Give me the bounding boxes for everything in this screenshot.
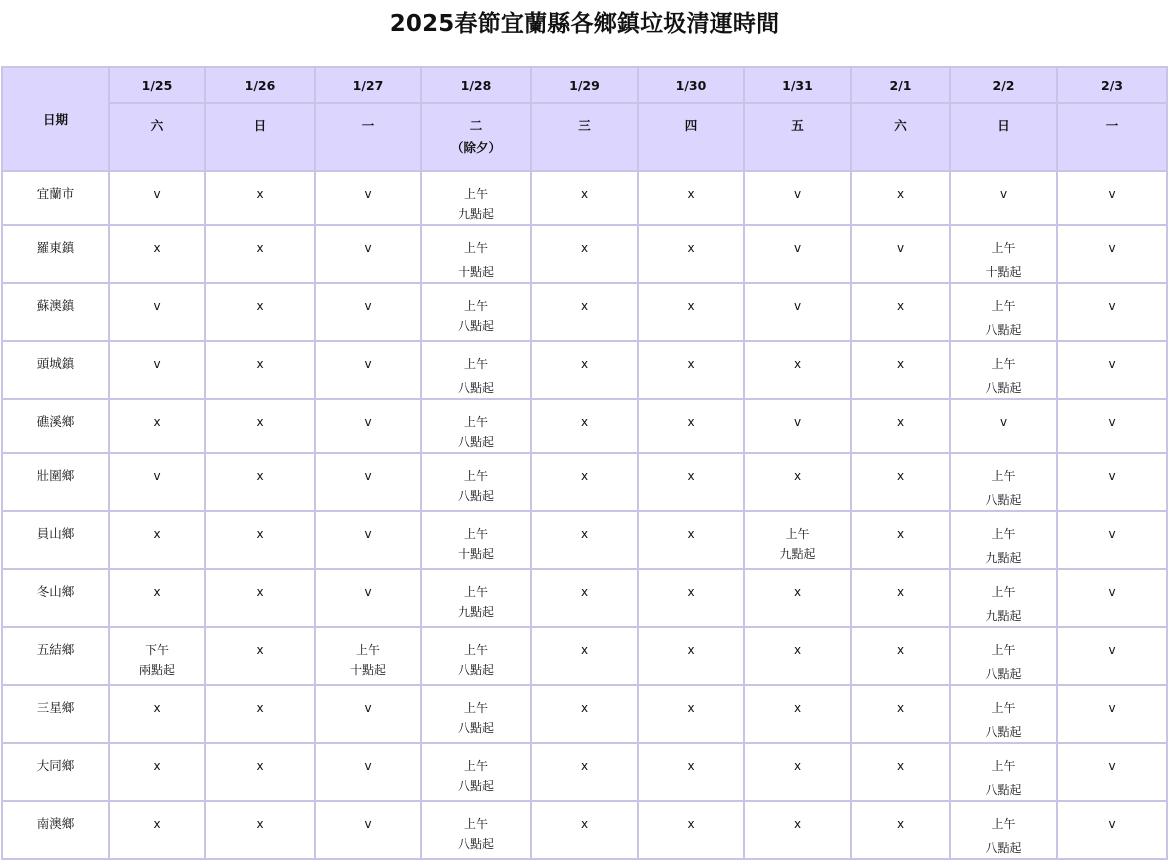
schedule-cell — [421, 801, 531, 859]
schedule-cell: x — [851, 801, 950, 859]
schedule-cell: v — [315, 453, 421, 511]
cell-start-time: 八點起 — [985, 381, 1022, 395]
schedule-cell: v — [950, 399, 1057, 453]
town-name: 員山鄉 — [2, 511, 109, 569]
holiday-note: （除夕） — [450, 140, 501, 155]
schedule-cell: v — [1057, 569, 1167, 627]
weekday-label: 四 — [684, 118, 698, 133]
table-row — [2, 283, 1167, 341]
cell-period: 下午 — [144, 643, 169, 657]
schedule-table — [1, 66, 1168, 860]
schedule-cell: v — [109, 341, 205, 399]
schedule-cell: v — [315, 225, 421, 283]
header-day-row — [2, 103, 1167, 171]
table-row — [2, 511, 1167, 569]
schedule-cell: x — [851, 627, 950, 685]
weekday-label: 五 — [791, 118, 804, 133]
cell-start-time: 八點起 — [457, 721, 494, 735]
cell-period: 上午 — [991, 643, 1016, 657]
schedule-cell: v — [1057, 171, 1167, 225]
header-date: 2/2 — [950, 67, 1057, 103]
table-row — [2, 225, 1167, 283]
schedule-cell: v — [109, 283, 205, 341]
schedule-cell: x — [109, 743, 205, 801]
header-weekday — [950, 103, 1057, 171]
schedule-cell: v — [315, 399, 421, 453]
schedule-cell: v — [1057, 453, 1167, 511]
cell-period: 上午 — [463, 701, 488, 715]
schedule-cell — [315, 627, 421, 685]
cell-period: 上午 — [463, 187, 488, 201]
schedule-cell: x — [205, 171, 315, 225]
schedule-cell: x — [531, 801, 638, 859]
schedule-cell — [950, 627, 1057, 685]
schedule-cell: v — [1057, 341, 1167, 399]
schedule-cell: x — [638, 399, 744, 453]
weekday-label: 二 — [469, 118, 483, 133]
schedule-cell — [109, 627, 205, 685]
schedule-cell — [421, 627, 531, 685]
header-date: 1/27 — [315, 67, 421, 103]
schedule-cell: x — [109, 399, 205, 453]
cell-period: 上午 — [463, 415, 488, 429]
schedule-cell: v — [1057, 283, 1167, 341]
weekday-label: 一 — [1105, 118, 1119, 133]
weekday-label: 日 — [253, 118, 267, 133]
schedule-cell: x — [531, 225, 638, 283]
cell-start-time: 九點起 — [457, 207, 494, 221]
schedule-cell: x — [638, 743, 744, 801]
header-date: 1/29 — [531, 67, 638, 103]
cell-start-time: 十點起 — [985, 265, 1022, 279]
cell-period: 上午 — [991, 241, 1016, 255]
header-date: 1/30 — [638, 67, 744, 103]
cell-period: 上午 — [463, 585, 488, 599]
header-weekday — [1057, 103, 1167, 171]
cell-period: 上午 — [463, 643, 488, 657]
header-weekday — [109, 103, 205, 171]
schedule-cell: x — [851, 283, 950, 341]
cell-period: 上午 — [785, 527, 810, 541]
cell-period: 上午 — [463, 357, 488, 371]
schedule-cell — [950, 283, 1057, 341]
schedule-cell — [421, 283, 531, 341]
schedule-cell: v — [1057, 685, 1167, 743]
schedule-cell: v — [1057, 801, 1167, 859]
schedule-cell — [421, 685, 531, 743]
schedule-cell — [950, 225, 1057, 283]
schedule-cell: x — [638, 341, 744, 399]
town-name: 羅東鎮 — [2, 225, 109, 283]
cell-period: 上午 — [463, 299, 488, 313]
cell-period: 上午 — [463, 241, 488, 255]
schedule-cell: x — [109, 225, 205, 283]
cell-start-time: 八點起 — [457, 381, 494, 395]
schedule-cell: x — [531, 511, 638, 569]
cell-period: 上午 — [991, 469, 1016, 483]
town-name: 冬山鄉 — [2, 569, 109, 627]
date-label-header: 日期 — [2, 67, 109, 171]
cell-period: 上午 — [463, 759, 488, 773]
town-name: 大同鄉 — [2, 743, 109, 801]
table-row — [2, 743, 1167, 801]
table-row — [2, 453, 1167, 511]
weekday-label: 一 — [361, 118, 375, 133]
schedule-cell — [421, 743, 531, 801]
schedule-cell: x — [744, 801, 851, 859]
cell-start-time: 八點起 — [985, 841, 1022, 855]
schedule-cell: x — [851, 685, 950, 743]
schedule-cell: x — [205, 511, 315, 569]
schedule-cell: x — [531, 399, 638, 453]
schedule-cell: x — [638, 627, 744, 685]
schedule-cell: x — [531, 171, 638, 225]
schedule-cell — [421, 171, 531, 225]
schedule-cell: v — [851, 225, 950, 283]
header-weekday — [531, 103, 638, 171]
cell-period: 上午 — [991, 527, 1016, 541]
header-date: 1/26 — [205, 67, 315, 103]
weekday-label: 六 — [894, 118, 907, 133]
header-weekday — [851, 103, 950, 171]
schedule-cell — [744, 511, 851, 569]
schedule-cell: v — [744, 283, 851, 341]
schedule-cell: v — [109, 453, 205, 511]
schedule-cell: x — [638, 685, 744, 743]
schedule-cell — [421, 511, 531, 569]
schedule-cell: x — [638, 569, 744, 627]
header-date: 1/28 — [421, 67, 531, 103]
cell-period: 上午 — [991, 759, 1016, 773]
table-row — [2, 171, 1167, 225]
schedule-cell: v — [109, 171, 205, 225]
cell-period: 上午 — [463, 527, 488, 541]
schedule-cell: x — [205, 801, 315, 859]
schedule-cell — [421, 453, 531, 511]
schedule-cell: v — [1057, 511, 1167, 569]
cell-start-time: 八點起 — [985, 323, 1022, 337]
schedule-body — [2, 171, 1167, 859]
schedule-cell: x — [744, 453, 851, 511]
cell-start-time: 八點起 — [457, 489, 494, 503]
header-date: 1/25 — [109, 67, 205, 103]
cell-period: 上午 — [991, 299, 1016, 313]
cell-start-time: 八點起 — [457, 779, 494, 793]
schedule-cell: x — [638, 801, 744, 859]
table-row — [2, 801, 1167, 859]
cell-start-time: 十點起 — [349, 663, 386, 677]
header-weekday — [315, 103, 421, 171]
schedule-cell: x — [851, 453, 950, 511]
schedule-cell: x — [531, 283, 638, 341]
schedule-cell: x — [638, 453, 744, 511]
weekday-label: 六 — [150, 118, 164, 133]
header-weekday — [744, 103, 851, 171]
town-name: 頭城鎮 — [2, 341, 109, 399]
schedule-cell: v — [315, 743, 421, 801]
header-weekday — [638, 103, 744, 171]
cell-start-time: 九點起 — [985, 609, 1022, 623]
schedule-cell: x — [109, 569, 205, 627]
schedule-cell: x — [744, 569, 851, 627]
schedule-cell — [950, 743, 1057, 801]
schedule-cell: x — [205, 399, 315, 453]
schedule-cell: v — [1057, 743, 1167, 801]
schedule-cell: x — [205, 569, 315, 627]
schedule-cell: v — [1057, 225, 1167, 283]
schedule-cell: v — [315, 801, 421, 859]
schedule-cell — [950, 801, 1057, 859]
cell-period: 上午 — [991, 585, 1016, 599]
weekday-label: 日 — [997, 118, 1010, 133]
schedule-cell: x — [531, 569, 638, 627]
schedule-cell: x — [744, 743, 851, 801]
header-weekday — [421, 103, 531, 171]
weekday-label: 三 — [578, 118, 591, 133]
schedule-cell: x — [851, 341, 950, 399]
town-name: 壯圍鄉 — [2, 453, 109, 511]
schedule-cell: v — [315, 685, 421, 743]
cell-start-time: 八點起 — [985, 783, 1022, 797]
schedule-cell: x — [531, 627, 638, 685]
schedule-cell: x — [744, 627, 851, 685]
schedule-cell — [421, 399, 531, 453]
table-row — [2, 341, 1167, 399]
schedule-cell: x — [744, 341, 851, 399]
cell-start-time: 九點起 — [985, 551, 1022, 565]
header-date: 2/3 — [1057, 67, 1167, 103]
cell-period: 上午 — [463, 469, 488, 483]
schedule-cell: x — [531, 341, 638, 399]
table-row — [2, 627, 1167, 685]
cell-start-time: 兩點起 — [138, 663, 175, 677]
schedule-cell: x — [205, 743, 315, 801]
schedule-cell: x — [205, 225, 315, 283]
schedule-cell: v — [1057, 627, 1167, 685]
schedule-cell: x — [109, 685, 205, 743]
schedule-cell — [950, 685, 1057, 743]
schedule-cell: x — [638, 511, 744, 569]
town-name: 三星鄉 — [2, 685, 109, 743]
table-row — [2, 399, 1167, 453]
schedule-cell: v — [1057, 399, 1167, 453]
schedule-cell — [950, 453, 1057, 511]
cell-start-time: 八點起 — [457, 837, 494, 851]
schedule-cell: v — [315, 171, 421, 225]
cell-start-time: 八點起 — [985, 493, 1022, 507]
schedule-cell — [950, 341, 1057, 399]
cell-period: 上午 — [991, 357, 1016, 371]
schedule-cell: v — [950, 171, 1057, 225]
schedule-cell — [950, 569, 1057, 627]
cell-start-time: 八點起 — [457, 663, 494, 677]
schedule-cell: x — [638, 283, 744, 341]
schedule-cell: x — [109, 511, 205, 569]
header-weekday — [205, 103, 315, 171]
town-name: 蘇澳鎮 — [2, 283, 109, 341]
town-name: 宜蘭市 — [2, 171, 109, 225]
schedule-cell — [950, 511, 1057, 569]
schedule-cell: v — [315, 283, 421, 341]
cell-period: 上午 — [991, 701, 1016, 715]
schedule-cell: x — [205, 283, 315, 341]
schedule-cell: v — [744, 399, 851, 453]
schedule-cell — [421, 341, 531, 399]
header-date: 2/1 — [851, 67, 950, 103]
schedule-cell: v — [744, 171, 851, 225]
cell-period: 上午 — [355, 643, 380, 657]
schedule-cell: x — [531, 685, 638, 743]
schedule-cell: v — [315, 341, 421, 399]
schedule-cell: x — [109, 801, 205, 859]
schedule-cell: v — [315, 511, 421, 569]
schedule-cell: v — [744, 225, 851, 283]
page-title: 2025春節宜蘭縣各鄉鎮垃圾清運時間 — [389, 11, 780, 37]
cell-period: 上午 — [463, 817, 488, 831]
schedule-cell: x — [205, 627, 315, 685]
schedule-cell: x — [205, 453, 315, 511]
cell-start-time: 八點起 — [457, 319, 494, 333]
schedule-cell: x — [851, 511, 950, 569]
town-name: 五結鄉 — [2, 627, 109, 685]
schedule-cell: x — [638, 171, 744, 225]
cell-start-time: 十點起 — [457, 547, 494, 561]
table-row — [2, 569, 1167, 627]
cell-start-time: 八點起 — [457, 435, 494, 449]
schedule-cell: x — [851, 399, 950, 453]
schedule-cell: x — [531, 743, 638, 801]
cell-start-time: 八點起 — [985, 667, 1022, 681]
header-date: 1/31 — [744, 67, 851, 103]
schedule-cell: x — [638, 225, 744, 283]
schedule-cell: x — [851, 171, 950, 225]
header-date-row — [2, 67, 1167, 103]
table-row — [2, 685, 1167, 743]
cell-period: 上午 — [991, 817, 1016, 831]
cell-start-time: 十點起 — [457, 265, 494, 279]
schedule-cell: x — [744, 685, 851, 743]
schedule-cell: x — [205, 685, 315, 743]
schedule-cell — [421, 225, 531, 283]
schedule-cell: x — [205, 341, 315, 399]
town-name: 礁溪鄉 — [2, 399, 109, 453]
cell-start-time: 八點起 — [985, 725, 1022, 739]
schedule-cell: v — [315, 569, 421, 627]
cell-start-time: 九點起 — [779, 547, 816, 561]
schedule-cell: x — [851, 569, 950, 627]
town-name: 南澳鄉 — [2, 801, 109, 859]
schedule-cell — [421, 569, 531, 627]
schedule-cell: x — [851, 743, 950, 801]
schedule-cell: x — [531, 453, 638, 511]
cell-start-time: 九點起 — [457, 605, 494, 619]
